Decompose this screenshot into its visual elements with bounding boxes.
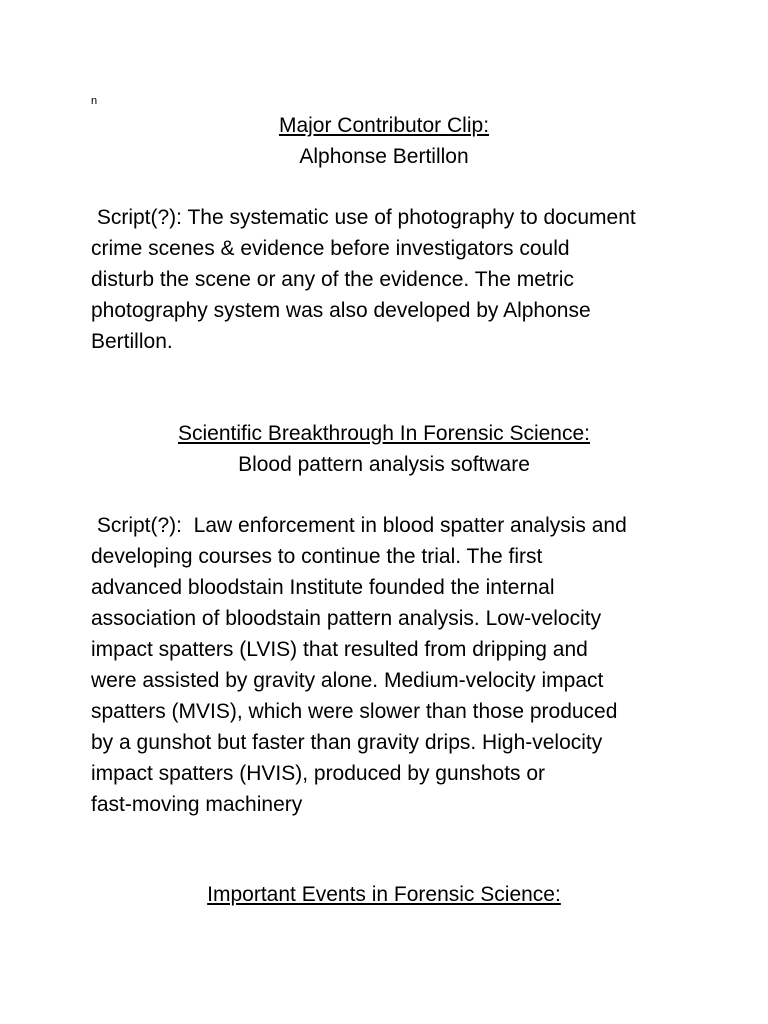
section2-script-line: association of bloodstain pattern analysis. Low-velocity — [91, 607, 602, 630]
section1-script — [91, 202, 691, 357]
section2-script-line: developing courses to continue the trial. The first — [91, 545, 543, 568]
section1-script-line: Script(?): The systematic use of photography to document — [91, 206, 636, 229]
section1-heading-line — [0, 110, 768, 141]
section1-script-line: disturb the scene or any of the evidence. The metric — [91, 268, 574, 291]
section1-script-line: photography system was also developed by Alphonse — [91, 299, 591, 322]
section1-subheading: Alphonse Bertillon — [299, 145, 469, 168]
section2-subheading: Blood pattern analysis software — [238, 453, 530, 476]
section1-heading: Major Contributor Clip: — [278, 114, 490, 137]
section2-script-line: impact spatters (HVIS), produced by gunshots or — [91, 762, 546, 785]
section1-script-line: crime scenes & evidence before investigators could — [91, 237, 570, 260]
section2-script — [91, 510, 691, 820]
section3-heading: Important Events in Forensic Science: — [207, 883, 561, 906]
section2-heading-line — [0, 418, 768, 449]
section2-script-line: spatters (MVIS), which were slower than those produced — [91, 700, 618, 723]
section2-script-line: impact spatters (LVIS) that resulted from dripping and — [91, 638, 588, 661]
section1-script-line: Bertillon. — [91, 330, 173, 353]
section2-script-line: by a gunshot but faster than gravity drips. High-velocity — [91, 731, 603, 754]
section2-script-line: Script(?): Law enforcement in blood spatter analysis and — [91, 514, 627, 537]
stray-mark: n — [91, 95, 98, 107]
section2-script-line: were assisted by gravity alone. Medium-velocity impact — [91, 669, 604, 692]
section2-heading: Scientific Breakthrough In Forensic Science: — [177, 422, 591, 445]
section2-script-line: advanced bloodstain Institute founded the internal — [91, 576, 555, 599]
section3-heading-line — [0, 879, 768, 910]
section2-script-line: fast-moving machinery — [91, 793, 303, 816]
